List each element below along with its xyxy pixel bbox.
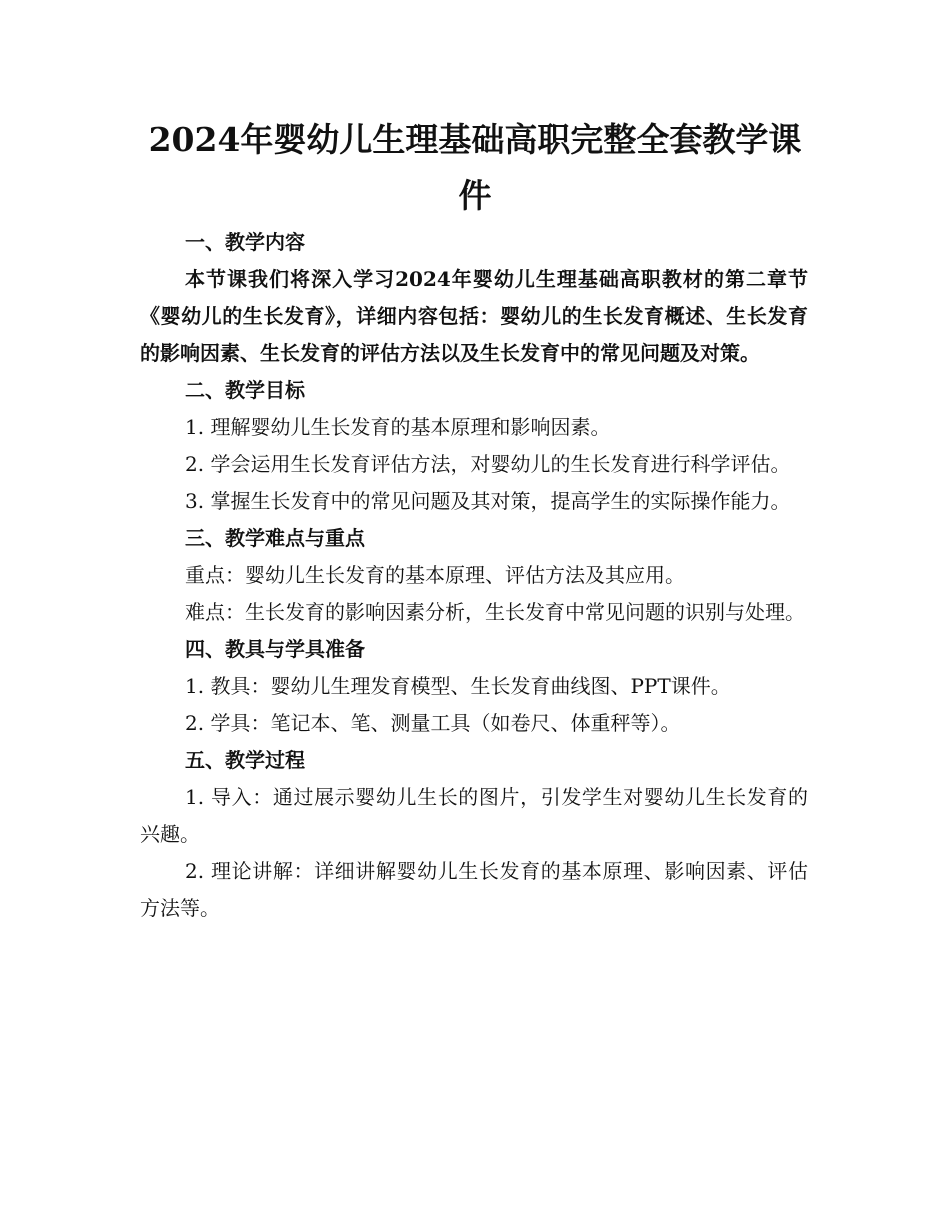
document-body bbox=[140, 224, 808, 927]
process-item: 2. 理论讲解：详细讲解婴幼儿生长发育的基本原理、影响因素、评估方法等。 bbox=[140, 859, 808, 920]
material-item: 2. 学具：笔记本、笔、测量工具（如卷尺、体重秤等）。 bbox=[185, 711, 681, 735]
section-heading-teaching-process: 五、教学过程 bbox=[185, 748, 305, 772]
document-title: 2024年婴幼儿生理基础高职完整全套教学课件 bbox=[148, 120, 802, 215]
section-heading-key-points: 三、教学难点与重点 bbox=[185, 526, 365, 550]
teaching-content-paragraph: 本节课我们将深入学习2024年婴幼儿生理基础高职教材的第二章节《婴幼儿的生长发育》，详细内容包括：婴幼儿的生长发育概述、生长发育的影响因素、生长发育的评估方法以及生长发育中的常见问题及对策。 bbox=[140, 267, 808, 365]
goal-item: 3. 掌握生长发育中的常见问题及其对策，提高学生的实际操作能力。 bbox=[185, 489, 791, 513]
difficulty-item: 难点：生长发育的影响因素分析，生长发育中常见问题的识别与处理。 bbox=[185, 600, 805, 624]
process-item: 1. 导入：通过展示婴幼儿生长的图片，引发学生对婴幼儿生长发育的兴趣。 bbox=[140, 785, 808, 846]
material-item: 1. 教具：婴幼儿生理发育模型、生长发育曲线图、PPT课件。 bbox=[185, 674, 731, 698]
section-heading-teaching-content: 一、教学内容 bbox=[185, 230, 305, 254]
key-point-item: 重点：婴幼儿生长发育的基本原理、评估方法及其应用。 bbox=[185, 563, 685, 587]
goal-item: 2. 学会运用生长发育评估方法，对婴幼儿的生长发育进行科学评估。 bbox=[185, 452, 791, 476]
section-heading-teaching-goals: 二、教学目标 bbox=[185, 378, 305, 402]
goal-item: 1. 理解婴幼儿生长发育的基本原理和影响因素。 bbox=[185, 415, 611, 439]
section-heading-materials: 四、教具与学具准备 bbox=[185, 637, 365, 661]
